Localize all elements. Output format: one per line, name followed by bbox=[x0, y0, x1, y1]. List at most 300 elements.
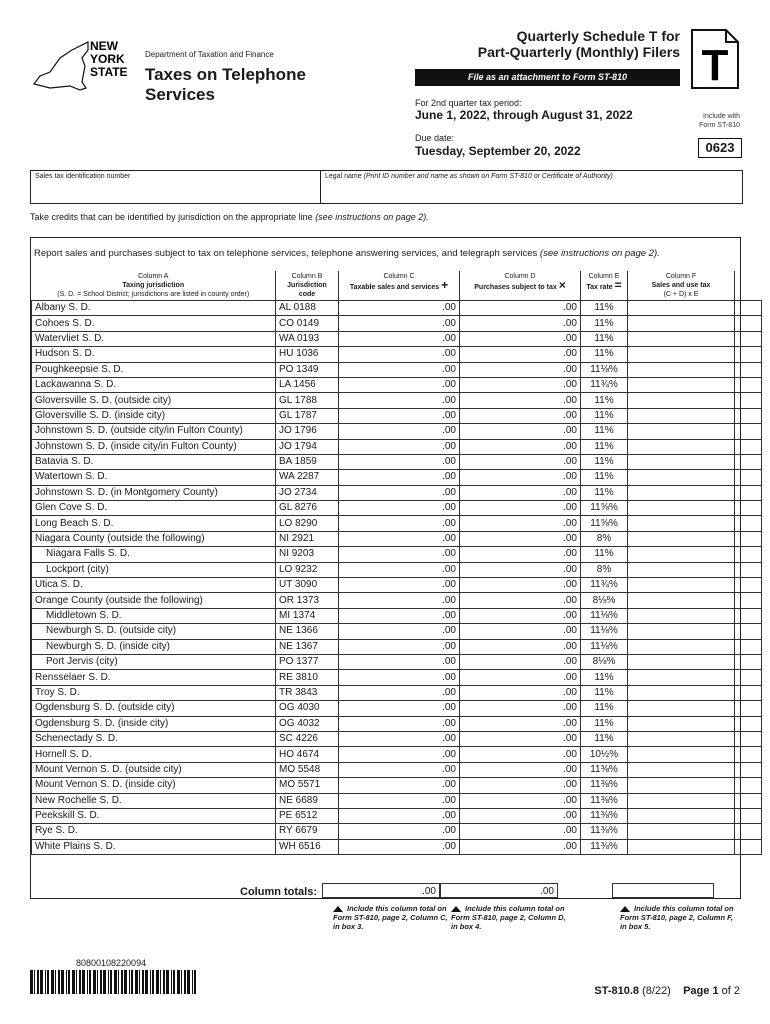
arrow-up-icon bbox=[451, 906, 461, 912]
jurisdiction-code: JO 2734 bbox=[276, 485, 339, 500]
sales-use-tax-input[interactable] bbox=[628, 362, 735, 377]
sales-tax-id-field[interactable] bbox=[31, 171, 321, 203]
taxable-sales-input[interactable]: .00 bbox=[339, 731, 460, 746]
jurisdiction-name: Lackawanna S. D. bbox=[32, 377, 276, 392]
barcode-bar bbox=[45, 970, 46, 994]
barcode-bar bbox=[114, 970, 117, 994]
purchases-input[interactable]: .00 bbox=[460, 470, 581, 485]
row-spacer bbox=[735, 316, 762, 331]
table-row bbox=[32, 670, 762, 685]
jurisdiction-name: Johnstown S. D. (inside city/in Fulton County) bbox=[32, 439, 276, 454]
sales-use-tax-input[interactable] bbox=[628, 439, 735, 454]
row-spacer bbox=[735, 547, 762, 562]
tax-rate: 11⅜% bbox=[581, 793, 628, 808]
page-of: of 2 bbox=[721, 985, 740, 997]
barcode-bar bbox=[87, 970, 88, 994]
purchases-input[interactable]: .00 bbox=[460, 608, 581, 623]
sales-use-tax-input[interactable] bbox=[628, 731, 735, 746]
purchases-input[interactable]: .00 bbox=[460, 377, 581, 392]
form-revision: (8/22) bbox=[642, 985, 671, 997]
column-c-total[interactable]: .00 bbox=[322, 883, 440, 898]
arrow-up-icon bbox=[333, 906, 343, 912]
table-row bbox=[32, 347, 762, 362]
sales-use-tax-input[interactable] bbox=[628, 454, 735, 469]
jurisdiction-code: JO 1794 bbox=[276, 439, 339, 454]
tax-rate: 11¾% bbox=[581, 377, 628, 392]
table-row bbox=[32, 516, 762, 531]
table-row bbox=[32, 362, 762, 377]
taxable-sales-input[interactable]: .00 bbox=[339, 593, 460, 608]
barcode-bar bbox=[51, 970, 54, 994]
jurisdiction-code: PO 1377 bbox=[276, 654, 339, 669]
purchases-input[interactable]: .00 bbox=[460, 670, 581, 685]
table-row bbox=[32, 824, 762, 839]
jurisdiction-code: OR 1373 bbox=[276, 593, 339, 608]
column-f-title: Sales and use tax bbox=[651, 282, 711, 289]
barcode-bar bbox=[194, 970, 196, 994]
barcode-bar bbox=[131, 970, 133, 994]
column-f-total[interactable] bbox=[612, 883, 714, 898]
credits-instruction bbox=[30, 212, 429, 222]
sales-use-tax-input[interactable] bbox=[628, 331, 735, 346]
column-c-title: Taxable sales and services bbox=[349, 284, 440, 291]
table-row bbox=[32, 562, 762, 577]
jurisdiction-code: MI 1374 bbox=[276, 608, 339, 623]
sales-use-tax-input[interactable] bbox=[628, 685, 735, 700]
barcode-number: 80800108220094 bbox=[76, 958, 147, 968]
table-row bbox=[32, 470, 762, 485]
jurisdiction-code: WH 6516 bbox=[276, 839, 339, 854]
tax-rate: 11% bbox=[581, 331, 628, 346]
purchases-input[interactable]: .00 bbox=[460, 716, 581, 731]
jurisdiction-code: WA 2287 bbox=[276, 470, 339, 485]
row-spacer bbox=[735, 393, 762, 408]
taxable-sales-input[interactable]: .00 bbox=[339, 762, 460, 777]
jurisdiction-name: Batavia S. D. bbox=[32, 454, 276, 469]
purchases-input[interactable]: .00 bbox=[460, 362, 581, 377]
jurisdiction-code: PO 1349 bbox=[276, 362, 339, 377]
barcode-bar bbox=[100, 970, 102, 994]
taxable-sales-input[interactable]: .00 bbox=[339, 470, 460, 485]
department-name: Department of Taxation and Finance bbox=[145, 50, 274, 59]
jurisdiction-code: NE 1367 bbox=[276, 639, 339, 654]
jurisdiction-name: Mount Vernon S. D. (inside city) bbox=[32, 778, 276, 793]
jurisdiction-code: NE 1366 bbox=[276, 624, 339, 639]
taxable-sales-input[interactable]: .00 bbox=[339, 839, 460, 854]
taxable-sales-input[interactable]: .00 bbox=[339, 778, 460, 793]
tax-rate: 11% bbox=[581, 393, 628, 408]
sales-use-tax-input[interactable] bbox=[628, 716, 735, 731]
table-row bbox=[32, 316, 762, 331]
purchases-input[interactable]: .00 bbox=[460, 701, 581, 716]
barcode-bar bbox=[34, 970, 35, 994]
row-spacer bbox=[735, 762, 762, 777]
barcode-bar bbox=[61, 970, 64, 994]
jurisdiction-code: TR 3843 bbox=[276, 685, 339, 700]
sales-use-tax-input[interactable] bbox=[628, 639, 735, 654]
purchases-input[interactable]: .00 bbox=[460, 578, 581, 593]
purchases-input[interactable]: .00 bbox=[460, 731, 581, 746]
purchases-input[interactable]: .00 bbox=[460, 439, 581, 454]
tax-rate: 11% bbox=[581, 731, 628, 746]
sales-use-tax-input[interactable] bbox=[628, 531, 735, 546]
row-spacer bbox=[735, 470, 762, 485]
purchases-input[interactable]: .00 bbox=[460, 424, 581, 439]
purchases-input[interactable]: .00 bbox=[460, 839, 581, 854]
note-column-c bbox=[333, 904, 453, 931]
jurisdiction-code: NI 2921 bbox=[276, 531, 339, 546]
purchases-input[interactable]: .00 bbox=[460, 562, 581, 577]
column-b-label: Column B bbox=[291, 273, 323, 280]
table-row bbox=[32, 731, 762, 746]
taxable-sales-input[interactable]: .00 bbox=[339, 716, 460, 731]
table-row bbox=[32, 639, 762, 654]
jurisdiction-code: NE 6689 bbox=[276, 793, 339, 808]
taxable-sales-input[interactable]: .00 bbox=[339, 316, 460, 331]
jurisdiction-name: Watervliet S. D. bbox=[32, 331, 276, 346]
legal-name-field[interactable] bbox=[321, 171, 742, 203]
tax-rate: 11% bbox=[581, 408, 628, 423]
jurisdiction-code: RY 6679 bbox=[276, 824, 339, 839]
row-spacer bbox=[735, 701, 762, 716]
tax-rate: 11% bbox=[581, 670, 628, 685]
taxable-sales-input[interactable]: .00 bbox=[339, 362, 460, 377]
row-spacer bbox=[735, 639, 762, 654]
row-spacer bbox=[735, 301, 762, 316]
barcode-bar bbox=[110, 970, 112, 994]
barcode-bar bbox=[135, 970, 138, 994]
taxable-sales-input[interactable]: .00 bbox=[339, 808, 460, 823]
tax-rate: 11% bbox=[581, 301, 628, 316]
logo-line-3: STATE bbox=[90, 65, 128, 79]
jurisdiction-name: Niagara Falls S. D. bbox=[32, 547, 276, 562]
taxable-sales-input[interactable]: .00 bbox=[339, 824, 460, 839]
jurisdiction-name: Gloversville S. D. (outside city) bbox=[32, 393, 276, 408]
tax-rate: 11% bbox=[581, 454, 628, 469]
tax-rate: 11% bbox=[581, 439, 628, 454]
table-row bbox=[32, 331, 762, 346]
column-d-title: Purchases subject to tax bbox=[474, 284, 557, 291]
sales-use-tax-input[interactable] bbox=[628, 501, 735, 516]
jurisdiction-name: Cohoes S. D. bbox=[32, 316, 276, 331]
column-d-total[interactable]: .00 bbox=[440, 883, 558, 898]
purchases-input[interactable]: .00 bbox=[460, 778, 581, 793]
table-row bbox=[32, 377, 762, 392]
sales-use-tax-input[interactable] bbox=[628, 316, 735, 331]
table-row bbox=[32, 808, 762, 823]
sales-use-tax-input[interactable] bbox=[628, 408, 735, 423]
taxable-sales-input[interactable]: .00 bbox=[339, 331, 460, 346]
jurisdiction-code: JO 1796 bbox=[276, 424, 339, 439]
taxable-sales-input[interactable]: .00 bbox=[339, 624, 460, 639]
purchases-input[interactable]: .00 bbox=[460, 793, 581, 808]
schedule-title bbox=[478, 28, 680, 60]
row-spacer bbox=[735, 608, 762, 623]
sales-use-tax-input[interactable] bbox=[628, 808, 735, 823]
sales-use-tax-input[interactable] bbox=[628, 547, 735, 562]
row-spacer bbox=[735, 424, 762, 439]
tax-rate: 11% bbox=[581, 347, 628, 362]
sales-use-tax-input[interactable] bbox=[628, 301, 735, 316]
sales-tax-id-label: Sales tax identification number bbox=[35, 173, 131, 180]
jurisdiction-code: PE 6512 bbox=[276, 808, 339, 823]
jurisdiction-name: Albany S. D. bbox=[32, 301, 276, 316]
table-row bbox=[32, 654, 762, 669]
row-spacer bbox=[735, 408, 762, 423]
taxable-sales-input[interactable]: .00 bbox=[339, 701, 460, 716]
taxable-sales-input[interactable]: .00 bbox=[339, 501, 460, 516]
jurisdiction-name: Rensselaer S. D. bbox=[32, 670, 276, 685]
taxable-sales-input[interactable]: .00 bbox=[339, 608, 460, 623]
purchases-input[interactable]: .00 bbox=[460, 516, 581, 531]
note-column-d-text: Include this column total on Form ST-810, page 2, Column D, in box 4. bbox=[451, 904, 566, 931]
sales-use-tax-input[interactable] bbox=[628, 654, 735, 669]
sales-use-tax-input[interactable] bbox=[628, 793, 735, 808]
table-row bbox=[32, 393, 762, 408]
purchases-input[interactable]: .00 bbox=[460, 593, 581, 608]
sales-use-tax-input[interactable] bbox=[628, 824, 735, 839]
jurisdiction-name: White Plains S. D. bbox=[32, 839, 276, 854]
barcode-bar bbox=[103, 970, 106, 994]
taxable-sales-input[interactable]: .00 bbox=[339, 547, 460, 562]
schedule-letter: T bbox=[701, 41, 729, 90]
purchases-input[interactable]: .00 bbox=[460, 454, 581, 469]
barcode-bar bbox=[76, 970, 77, 994]
sales-use-tax-input[interactable] bbox=[628, 516, 735, 531]
taxable-sales-input[interactable]: .00 bbox=[339, 639, 460, 654]
jurisdiction-name: Troy S. D. bbox=[32, 685, 276, 700]
legal-name-label: Legal name bbox=[325, 173, 362, 180]
row-spacer bbox=[735, 793, 762, 808]
sales-use-tax-input[interactable] bbox=[628, 424, 735, 439]
sales-use-tax-input[interactable] bbox=[628, 701, 735, 716]
jurisdiction-name: Watertown S. D. bbox=[32, 470, 276, 485]
jurisdiction-name: Mount Vernon S. D. (outside city) bbox=[32, 762, 276, 777]
row-spacer bbox=[735, 362, 762, 377]
taxable-sales-input[interactable]: .00 bbox=[339, 408, 460, 423]
column-d-label: Column D bbox=[504, 273, 536, 280]
jurisdiction-name: Port Jervis (city) bbox=[32, 654, 276, 669]
sales-use-tax-input[interactable] bbox=[628, 670, 735, 685]
purchases-input[interactable]: .00 bbox=[460, 654, 581, 669]
jurisdiction-code: AL 0188 bbox=[276, 301, 339, 316]
purchases-input[interactable]: .00 bbox=[460, 501, 581, 516]
jurisdiction-name: Ogdensburg S. D. (inside city) bbox=[32, 716, 276, 731]
barcode bbox=[30, 970, 200, 994]
taxable-sales-input[interactable]: .00 bbox=[339, 562, 460, 577]
jurisdiction-code: HU 1036 bbox=[276, 347, 339, 362]
purchases-input[interactable]: .00 bbox=[460, 485, 581, 500]
sales-use-tax-input[interactable] bbox=[628, 778, 735, 793]
sales-use-tax-input[interactable] bbox=[628, 562, 735, 577]
row-spacer bbox=[735, 716, 762, 731]
sales-use-tax-input[interactable] bbox=[628, 747, 735, 762]
tax-rate: 11⅛% bbox=[581, 639, 628, 654]
row-spacer bbox=[735, 670, 762, 685]
barcode-bar bbox=[37, 970, 39, 994]
purchases-input[interactable]: .00 bbox=[460, 531, 581, 546]
period-label: For 2nd quarter tax period: bbox=[415, 98, 522, 108]
table-row bbox=[32, 762, 762, 777]
barcode-bar bbox=[93, 970, 96, 994]
report-text-italic: (see instructions on page 2). bbox=[539, 248, 660, 259]
purchases-input[interactable]: .00 bbox=[460, 824, 581, 839]
purchases-input[interactable]: .00 bbox=[460, 316, 581, 331]
form-title: Taxes on Telephone Services bbox=[145, 65, 306, 104]
arrow-up-icon bbox=[620, 906, 630, 912]
taxable-sales-input[interactable]: .00 bbox=[339, 578, 460, 593]
taxable-sales-input[interactable]: .00 bbox=[339, 301, 460, 316]
sales-use-tax-input[interactable] bbox=[628, 839, 735, 854]
purchases-input[interactable]: .00 bbox=[460, 639, 581, 654]
purchases-input[interactable]: .00 bbox=[460, 547, 581, 562]
taxable-sales-input[interactable]: .00 bbox=[339, 685, 460, 700]
purchases-input[interactable]: .00 bbox=[460, 762, 581, 777]
barcode-bar bbox=[66, 970, 67, 994]
barcode-bar bbox=[166, 970, 169, 994]
tax-rate: 10½% bbox=[581, 747, 628, 762]
row-spacer bbox=[735, 347, 762, 362]
jurisdiction-table bbox=[31, 271, 762, 855]
jurisdiction-name: Gloversville S. D. (inside city) bbox=[32, 408, 276, 423]
row-spacer bbox=[735, 331, 762, 346]
barcode-bar bbox=[30, 970, 33, 994]
table-row bbox=[32, 716, 762, 731]
tax-rate: 11% bbox=[581, 716, 628, 731]
row-spacer bbox=[735, 516, 762, 531]
table-row bbox=[32, 685, 762, 700]
sales-use-tax-input[interactable] bbox=[628, 762, 735, 777]
taxable-sales-input[interactable]: .00 bbox=[339, 377, 460, 392]
tax-rate: 11% bbox=[581, 424, 628, 439]
barcode-bar bbox=[40, 970, 43, 994]
sales-use-tax-input[interactable] bbox=[628, 485, 735, 500]
taxable-sales-input[interactable]: .00 bbox=[339, 439, 460, 454]
table-row bbox=[32, 747, 762, 762]
taxable-sales-input[interactable]: .00 bbox=[339, 793, 460, 808]
taxable-sales-input[interactable]: .00 bbox=[339, 454, 460, 469]
jurisdiction-code: GL 1787 bbox=[276, 408, 339, 423]
row-spacer bbox=[735, 562, 762, 577]
taxable-sales-input[interactable]: .00 bbox=[339, 531, 460, 546]
plus-operator: + bbox=[441, 278, 449, 292]
column-spacer-header bbox=[735, 271, 762, 301]
column-a-label: Column A bbox=[138, 273, 169, 280]
purchases-input[interactable]: .00 bbox=[460, 408, 581, 423]
sales-use-tax-input[interactable] bbox=[628, 578, 735, 593]
barcode-bar bbox=[72, 970, 75, 994]
column-e-header bbox=[581, 271, 628, 301]
jurisdiction-code: GL 8276 bbox=[276, 501, 339, 516]
jurisdiction-name: Peekskill S. D. bbox=[32, 808, 276, 823]
jurisdiction-name: Hornell S. D. bbox=[32, 747, 276, 762]
taxable-sales-input[interactable]: .00 bbox=[339, 485, 460, 500]
sales-use-tax-input[interactable] bbox=[628, 347, 735, 362]
attachment-banner: File as an attachment to Form ST-810 bbox=[415, 69, 680, 86]
taxable-sales-input[interactable]: .00 bbox=[339, 347, 460, 362]
equals-operator: = bbox=[614, 278, 622, 292]
column-f-label: Column F bbox=[665, 273, 697, 280]
sales-use-tax-input[interactable] bbox=[628, 624, 735, 639]
taxable-sales-input[interactable]: .00 bbox=[339, 670, 460, 685]
logo-line-1: NEW bbox=[90, 39, 118, 53]
column-b-title2: code bbox=[298, 291, 316, 298]
table-row bbox=[32, 424, 762, 439]
jurisdiction-code: LA 1456 bbox=[276, 377, 339, 392]
column-c-header bbox=[339, 271, 460, 301]
taxable-sales-input[interactable]: .00 bbox=[339, 393, 460, 408]
barcode-bar bbox=[97, 970, 98, 994]
tax-rate: 11⅛% bbox=[581, 362, 628, 377]
purchases-input[interactable]: .00 bbox=[460, 347, 581, 362]
barcode-bar bbox=[121, 970, 123, 994]
jurisdiction-name: Hudson S. D. bbox=[32, 347, 276, 362]
tax-rate: 11⅜% bbox=[581, 839, 628, 854]
note-column-f-text: Include this column total on Form ST-810, page 2, Column F, in box 5. bbox=[620, 904, 734, 931]
barcode-bar bbox=[118, 970, 119, 994]
taxable-sales-input[interactable]: .00 bbox=[339, 516, 460, 531]
row-spacer bbox=[735, 454, 762, 469]
purchases-input[interactable]: .00 bbox=[460, 301, 581, 316]
tax-rate: 11⅛% bbox=[581, 624, 628, 639]
tax-rate: 11⅜% bbox=[581, 778, 628, 793]
row-spacer bbox=[735, 501, 762, 516]
jurisdiction-name: Johnstown S. D. (in Montgomery County) bbox=[32, 485, 276, 500]
barcode-bar bbox=[156, 970, 159, 994]
sales-use-tax-input[interactable] bbox=[628, 608, 735, 623]
taxable-sales-input[interactable]: .00 bbox=[339, 747, 460, 762]
table-row bbox=[32, 593, 762, 608]
taxable-sales-input[interactable]: .00 bbox=[339, 424, 460, 439]
include-with-line2: Form ST-810 bbox=[699, 122, 740, 129]
sales-use-tax-input[interactable] bbox=[628, 393, 735, 408]
tax-rate: 11⅝% bbox=[581, 501, 628, 516]
sales-use-tax-input[interactable] bbox=[628, 470, 735, 485]
jurisdiction-name: Ogdensburg S. D. (outside city) bbox=[32, 701, 276, 716]
purchases-input[interactable]: .00 bbox=[460, 747, 581, 762]
jurisdiction-name: Glen Cove S. D. bbox=[32, 501, 276, 516]
include-with-line1: Include with bbox=[703, 113, 740, 120]
purchases-input[interactable]: .00 bbox=[460, 685, 581, 700]
tax-rate: 8% bbox=[581, 562, 628, 577]
purchases-input[interactable]: .00 bbox=[460, 331, 581, 346]
column-a-title: Taxing jurisdiction bbox=[122, 282, 185, 289]
column-d-header bbox=[460, 271, 581, 301]
taxable-sales-input[interactable]: .00 bbox=[339, 654, 460, 669]
column-e-title: Tax rate bbox=[586, 284, 613, 291]
jurisdiction-name: New Rochelle S. D. bbox=[32, 793, 276, 808]
sales-use-tax-input[interactable] bbox=[628, 377, 735, 392]
jurisdiction-name: Orange County (outside the following) bbox=[32, 593, 276, 608]
legal-name-hint: (Print ID number and name as shown on Form ST-810 or Certificate of Authority) bbox=[363, 173, 613, 180]
jurisdiction-code: LO 9232 bbox=[276, 562, 339, 577]
table-row bbox=[32, 778, 762, 793]
purchases-input[interactable]: .00 bbox=[460, 624, 581, 639]
barcode-bar bbox=[58, 970, 60, 994]
sales-use-tax-input[interactable] bbox=[628, 593, 735, 608]
tax-rate: 11⅝% bbox=[581, 516, 628, 531]
jurisdiction-code: MO 5571 bbox=[276, 778, 339, 793]
purchases-input[interactable]: .00 bbox=[460, 393, 581, 408]
column-b-title1: Jurisdiction bbox=[287, 282, 327, 289]
jurisdiction-name: Schenectady S. D. bbox=[32, 731, 276, 746]
barcode-bar bbox=[187, 970, 190, 994]
row-spacer bbox=[735, 685, 762, 700]
table-row bbox=[32, 301, 762, 316]
tax-period: June 1, 2022, through August 31, 2022 bbox=[415, 108, 633, 122]
purchases-input[interactable]: .00 bbox=[460, 808, 581, 823]
table-row bbox=[32, 531, 762, 546]
